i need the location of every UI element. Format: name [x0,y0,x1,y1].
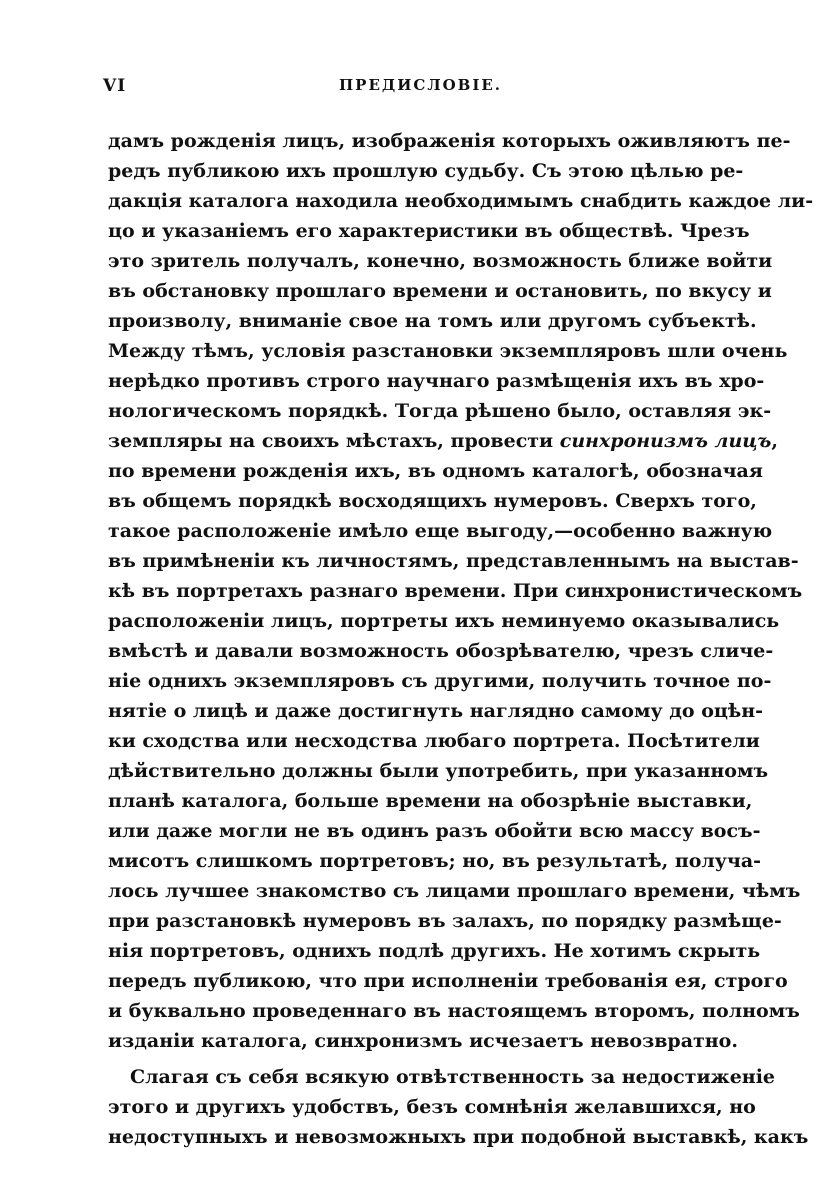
text-fragment: нятіе о лицѣ и даже достигнуть наглядно самому до оцѣн- [108,700,764,722]
text-line [108,936,761,966]
text-line [108,126,791,156]
text-line [108,1026,738,1056]
text-line [108,996,800,1026]
running-head [103,76,695,98]
text-fragment: кѣ въ портретахъ разнаго времени. При синхронистическомъ [108,580,803,602]
text-fragment: изданіи каталога, синхронизмъ исчезаетъ невозвратно. [108,1030,738,1052]
text-line [108,546,799,576]
text-fragment: редъ публикою ихъ прошлую судьбу. Съ этою цѣлью ре- [108,160,744,182]
text-fragment: дѣйствительно должны были употребить, при указанномъ [108,760,769,782]
text-line [108,906,782,936]
text-line [108,636,774,666]
text-fragment: земпляры на своихъ мѣстахъ, провести [108,430,560,452]
text-line [108,696,764,726]
text-line [108,276,772,306]
text-line [108,186,814,216]
text-line [108,846,762,876]
text-line [108,756,769,786]
text-fragment: въ общемъ порядкѣ восходящихъ нумеровъ. Сверхъ того, [108,490,757,512]
text-fragment: вмѣстѣ и давали возможность обозрѣвателю, чрезъ сличе- [108,640,774,662]
text-fragment: при разстановкѣ нумеровъ въ залахъ, по порядку размѣще- [108,910,782,932]
text-fragment: въ примѣненіи къ личностямъ, представленнымъ на выстав- [108,550,799,572]
text-line [108,366,765,396]
text-line [108,726,760,756]
text-fragment: или даже могли не въ одинъ разъ обойти всю массу восъ- [108,820,761,842]
text-fragment: Слагая съ себя всякую отвѣтственность за недостиженіе [130,1066,776,1088]
text-line [108,486,757,516]
text-fragment: цо и указаніемъ его характеристики въ обществѣ. Чрезъ [108,220,750,242]
text-line [108,396,772,426]
text-line [108,606,780,636]
text-fragment: недоступныхъ и невозможныхъ при подобной выставкѣ, какъ [108,1126,809,1148]
text-fragment: нологическомъ порядкѣ. Тогда рѣшено было, оставляя эк- [108,400,772,422]
text-fragment: лось лучшее знакомство съ лицами прошлаго времени, чѣмъ [108,880,801,902]
text-fragment: произволу, вниманіе свое на томъ или другомъ субъектѣ. [108,310,757,332]
text-line [108,456,763,486]
text-fragment: дакція каталога находила необходимымъ снабдить каждое ли- [108,190,814,212]
body-text [108,126,814,1152]
text-fragment: такое расположеніе имѣло еще выгоду,—особенно важную [108,520,773,542]
text-fragment: дамъ рожденія лицъ, изображенія которыхъ оживляютъ пе- [108,130,791,152]
text-line [108,1092,756,1122]
text-fragment: ніе однихъ экземпляровъ съ другими, получить точное по- [108,670,772,692]
text-line [108,156,744,186]
text-fragment: мисотъ слишкомъ портретовъ; но, въ результатѣ, получа- [108,850,762,872]
text-fragment: ки сходства или несходства любаго портрета. Посѣтители [108,730,760,752]
text-fragment: передъ публикою, что при исполненіи требованія ея, строго [108,970,788,992]
text-fragment: въ обстановку прошлаго времени и остановить, по вкусу и [108,280,772,302]
text-line [108,426,778,456]
text-fragment: по времени рожденія ихъ, въ одномъ каталогѣ, обозначая [108,460,763,482]
text-line [108,966,788,996]
text-line [108,1122,809,1152]
running-title: ПРЕДИСЛОВIЕ. [339,76,503,94]
text-line [108,516,773,546]
text-line [108,786,753,816]
text-line [108,306,757,336]
text-line [108,336,788,366]
text-fragment: расположеніи лицъ, портреты ихъ неминуемо оказывались [108,610,780,632]
text-fragment: нія портретовъ, однихъ подлѣ другихъ. Не хотимъ скрыть [108,940,761,962]
text-line [108,576,803,606]
text-fragment: и буквально проведеннаго въ настоящемъ второмъ, полномъ [108,1000,800,1022]
text-fragment: , [771,430,778,452]
text-fragment: планѣ каталога, больше времени на обозрѣніе выставки, [108,790,753,812]
text-line [108,1062,776,1092]
text-fragment: нерѣдко противъ строго научнаго размѣщенія ихъ въ хро- [108,370,765,392]
text-fragment: этого и другихъ удобствъ, безъ сомнѣнія желавшихся, но [108,1096,756,1118]
page-number: VI [103,76,127,96]
text-line [108,876,801,906]
text-line [108,216,750,246]
text-line [108,666,772,696]
text-line [108,816,761,846]
text-fragment: Между тѣмъ, условія разстановки экземпляровъ шли очень [108,340,788,362]
text-fragment: это зритель получалъ, конечно, возможность ближе войти [108,250,773,272]
emphasized-term: синхронизмъ лицъ [559,430,772,452]
text-line [108,246,773,276]
